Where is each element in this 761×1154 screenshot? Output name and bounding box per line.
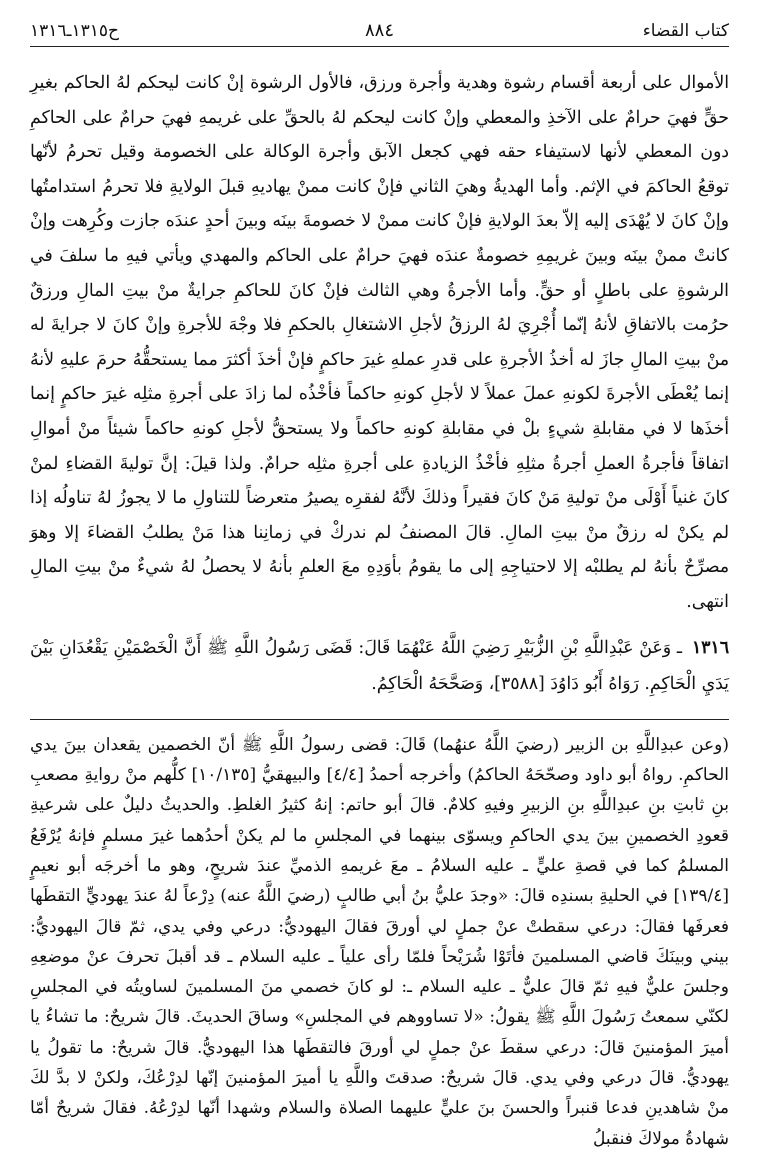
page-body (30, 66, 729, 1154)
hadith-range: ح١٣١٥ـ١٣١٦ (30, 21, 120, 41)
hadith-text: ـ وَعَنْ عَبْدِاللَّهِ بْنِ الزُّبَيْرِ رَضِيَ اللَّهُ عَنْهُمَا قَالَ: قَضَى رَسُولُ اللَّهِ ﷺ أَنَّ الْخَصْمَيْنِ يَقْعُدَانِ بَيْنَ يَدَيِ الْحَاكِمِ. رَوَاهُ أَبُو دَاوُدَ [٣٥٨٨]، وَصَحَّحَهُ الْحَاكِمُ. (30, 637, 729, 694)
hadith-text-block (30, 630, 729, 702)
commentary-paragraph: (وعن عبدِاللَّهِ بن الزبير (رضيَ اللَّهُ عنهُما) قَالَ: قضى رسولُ اللَّهِ ﷺ أنّ الخصمين يقعدان بينَ يدي الحاكمِ. رواهُ أبو داود وصحّحَهُ الحاكمُ) وأخرجه أحمدُ [٤/٤] والبيهقيُّ [١٠/١٣٥] كلُّهم منْ روايةِ مصعبِ بنِ ثابتِ بنِ عبدِاللَّهِ بنِ الزبيرِ وفيهِ كلامٌ. قالَ أبو حاتم: إنهُ كثيرُ الغلطِ. والحديثُ دليلٌ على شرعيةِ قعودِ الخصمينِ بينَ يدي الحاكمِ ويسوّى بينهما في المجلسِ ما لم يكنْ أحدُهما غيرَ مسلمٍ فإنهُ يُرْفَعُ المسلمُ كما في قصةِ عليٍّ ـ عليه السلامُ ـ معَ غريمهِ الذميِّ عندَ شريحٍ، وهو ما أخرجَه أبو نعيمٍ [١٣٩/٤] في الحليةِ بسندِه قالَ: «وجدَ عليُّ بنُ أبي طالبٍ (رضيَ اللَّهُ عنه) دِرْعاً لهُ عندَ يهوديٍّ التقطَها فعرفَها فقالَ: درعي سقطتْ عنْ جملٍ لي أورقَ فقالَ اليهوديُّ: درعي وفي يدي، ثمّ قالَ اليهوديُّ: بيني وبينَكَ قاضي المسلمينَ فأتَوْا شُرَيْحاً فلمّا رأى علياً ـ عليه السلام ـ قد أقبلَ تحرفَ عنْ موضعِهِ وجلسَ عليٌّ فيهِ ثمّ قالَ عليٌّ ـ عليه السلام ـ: لو كانَ خصمي منَ المسلمينَ لساويتُه في المجلسِ لكنّي سمعتُ رَسُولَ اللَّهِ ﷺ يقولُ: «لا تساووهم في المجلسِ» وساقَ الحديثَ. قالَ شريحٌ: ما تشاءُ يا أميرَ المؤمنينَ قالَ: درعي سقطَ عنْ جملٍ لي أورقَ فالتقطَها هذا اليهوديُّ. قالَ شريحٌ: ما تقولُ يا يهوديُّ. قالَ درعي وفي يدي. قالَ شريحٌ: صدقتَ واللَّهِ يا أميرَ المؤمنينَ إنّها لدِرْعُكَ، ولكنْ لا بدَّ لكَ منْ شاهدينِ فدعا قنبراً والحسنَ بنَ عليٍّ عليهما الصلاة والسلام وشهدا أنّها لدِرْعُهُ. فقالَ شريحٌ أمّا شهادةُ مولاكَ فنقبلُ (30, 734, 729, 1149)
header-divider (30, 46, 729, 47)
page-number: ٨٨٤ (364, 20, 395, 41)
intro-paragraph: الأموال على أربعة أقسام رشوة وهدية وأجرة ورزق، فالأول الرشوة إنْ كانت ليحكم لهُ الحاكم بغيرِ حقٍّ فهيَ حرامٌ على الآخذِ والمعطي وإنْ كانت ليحكم لهُ بالحقِّ على غريمهِ فهيَ حرامٌ على الحاكمِ دون المعطي لأنها لاستيفاء حقه فهي كجعل الآبق وأجرة الوكالة على الخصومة وقيل تحرمُ لأنّها توقعُ الحاكمَ في الإثم. وأما الهديةُ وهيَ الثاني فإنْ كانت ممنْ يهاديهِ قبلَ الولايةِ فلا تحرمُ استدامتُها وإنْ كانَ لا يُهْدَى إليه إلاّ بعدَ الولايةِ فإنْ كانت ممنْ لا خصومةَ بينَه وبينَ أحدٍ عندَه جازت وكُرِهت وإنْ كانتْ ممنْ بينَه وبينَ غريمِهِ خصومةٌ عندَه فهيَ حرامٌ على الحاكم والمهدي ويأتي فيهِ ما سلفَ في الرشوةِ على باطلٍ أو حقٍّ. وأما الأجرةُ وهي الثالث فإنْ كانَ للحاكمِ جرايةٌ منْ بيتِ المالِ ورزقٌ حرُمت بالاتفاقِ لأنهُ إنّما أُجْرِيَ لهُ الرزقُ لأجلِ الاشتغالِ بالحكمِ فلا وجْهَ للأجرةِ وإنْ كانَ لا جرايةَ له منْ بيتِ المالِ جازَ له أخذُ الأجرةِ على قدرِ عملهِ غيرَ حاكمٍ فإنْ أخذَ أكثرَ مما يستحقُّهُ حرمَ عليهِ لأنهُ إنما يُعْطَى الأجرةَ لكونهِ عملَ عملاً لا لأجلِ كونهِ حاكماً فأخْذُه لما زادَ على أجرةِ مثلِه غيرَ حاكمٍ إنما أخذَها لا في مقابلةِ شيءٍ بلْ في مقابلةِ كونهِ حاكماً ولا يستحقُّ لأجلِ كونهِ حاكماً شيئاً منْ أموالِ اتفاقاً فأجرةُ العملِ أجرةُ مثلِهِ فأخْذُ الزيادةِ على أجرةِ مثلِه حرامٌ. ولذا قيلَ: إنَّ توليةَ القضاءِ لمنْ كانَ غنياً أَوْلَى منْ توليةِ مَنْ كانَ فقيراً وذلكَ لأنَّهُ لفقرِه يصيرُ متعرضاً للتناولِ ما لا يجوزُ لهُ تناولُه إذا لم يكنْ له رزقٌ منْ بيتِ المالِ. قالَ المصنفُ لم ندركْ في زمانِنا هذا مَنْ يطلبُ القضاءَ إلا وهوَ مصرِّحٌ بأنهُ لم يطلبْه إلا لاحتياجِهِ إلى ما يقومُ بأوَدِهِ معَ العلمِ بأنهُ لا يحصلُ لهُ شيءٌ منْ بيتِ المالِ انتهى. (30, 73, 729, 612)
hadith-number: ١٣١٦ (691, 637, 729, 658)
page-header (30, 12, 729, 42)
section-divider (30, 719, 729, 720)
book-title: كتاب القضاء (642, 21, 729, 41)
